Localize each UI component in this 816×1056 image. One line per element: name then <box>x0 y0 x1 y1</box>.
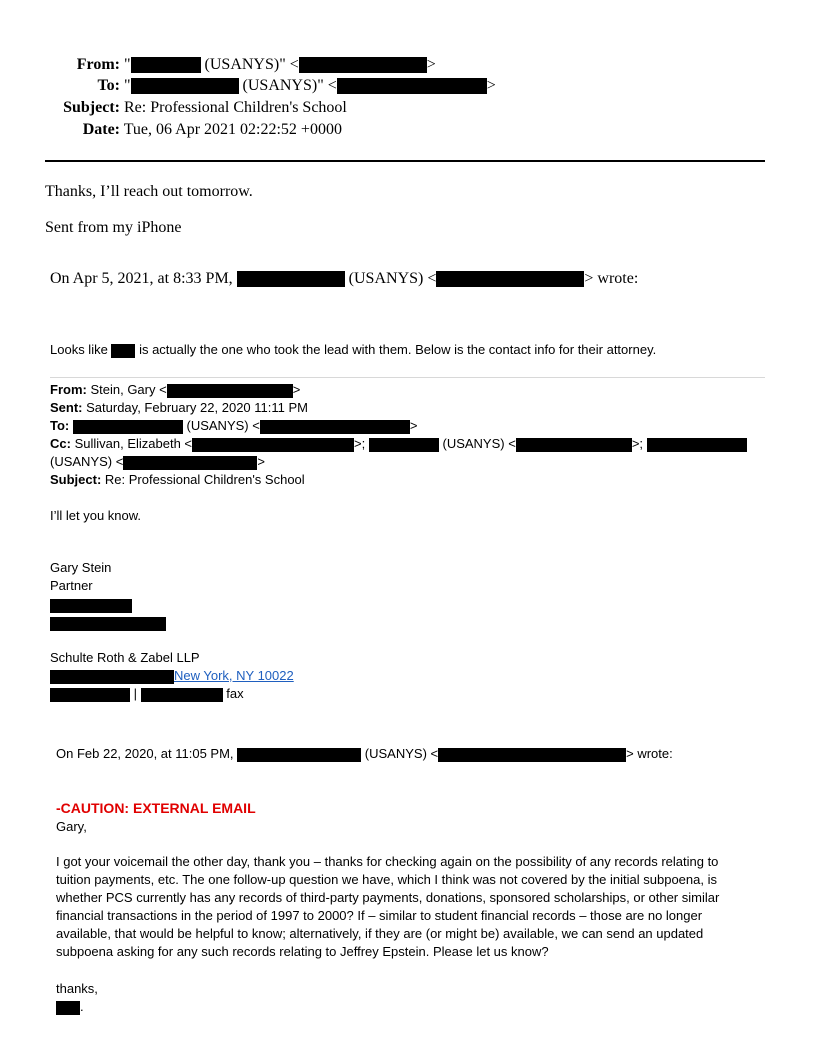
header-divider <box>45 160 765 162</box>
fwd-cc-b: >; <box>354 436 366 451</box>
phone-separator: | <box>133 686 138 701</box>
sig-phone-row <box>50 685 244 703</box>
redaction-block <box>516 438 632 452</box>
header-to-label: To: <box>97 77 120 94</box>
quote2-greeting: Gary, <box>56 819 87 834</box>
fwd-subject-row <box>50 471 305 489</box>
redaction-block <box>237 271 345 287</box>
reply-line-2: Sent from my iPhone <box>45 219 182 236</box>
header-subject: Re: Professional Children's School <box>124 99 347 116</box>
quote1-looks-a: Looks like <box>50 342 108 357</box>
quote2-signature-row <box>56 998 84 1016</box>
fwd-sent-row <box>50 399 308 417</box>
quote2-period: . <box>80 999 84 1014</box>
redaction-block <box>141 688 223 702</box>
quote2-intro-org: (USANYS) < <box>364 746 439 761</box>
redaction-block <box>50 617 166 631</box>
quote1-intro <box>50 270 638 288</box>
redaction-block <box>50 599 132 613</box>
fwd-sent-label: Sent: <box>50 400 83 415</box>
quote2-para-line-2: tuition payments, etc. The one follow-up question we have, which I think was not covered by the initial subpoena, is <box>56 872 717 887</box>
sig-redaction-1 <box>50 597 132 615</box>
fwd-sent-value: Saturday, February 22, 2020 11:11 PM <box>86 400 308 415</box>
sig-title: Partner <box>50 578 93 593</box>
quote2-intro-date: On Feb 22, 2020, at 11:05 PM, <box>56 746 234 761</box>
redaction-block <box>260 420 410 434</box>
forward-divider <box>50 377 765 378</box>
redaction-block <box>299 57 427 73</box>
redaction-block <box>436 271 584 287</box>
fwd-cc-d: >; <box>631 436 644 451</box>
header-date-row <box>40 120 342 140</box>
redaction-block <box>647 438 747 452</box>
fwd-cc-c: (USANYS) < <box>442 436 516 451</box>
fwd-cc-label: Cc: <box>50 436 71 451</box>
reply-line-1: Thanks, I’ll reach out tomorrow. <box>45 183 253 200</box>
redaction-block <box>50 670 174 684</box>
header-date: Tue, 06 Apr 2021 02:22:52 +0000 <box>123 121 342 138</box>
redaction-block <box>192 438 354 452</box>
header-subject-row <box>40 98 347 118</box>
fwd-to-org: (USANYS) < <box>186 418 260 433</box>
quote1-looks-b: is actually the one who took the lead with them. Below is the contact info for their attorney. <box>139 342 657 357</box>
quote1-intro-org: (USANYS) < <box>348 270 437 287</box>
header-from-quote: " <box>124 56 131 73</box>
fwd-subject-label: Subject: <box>50 472 102 487</box>
redaction-block <box>56 1001 80 1015</box>
redaction-block <box>131 57 201 73</box>
fwd-cc-row <box>50 435 747 453</box>
header-from-end: > <box>426 56 436 73</box>
sig-name: Gary Stein <box>50 560 112 575</box>
quote2-signoff: thanks, <box>56 981 98 996</box>
fwd-to-row <box>50 417 417 435</box>
fwd-subject-value: Re: Professional Children's School <box>104 472 305 487</box>
quote2-para-line-6: subpoena asking for any such records relating to Jeffrey Epstein. Please let us know? <box>56 944 549 959</box>
quote1-intro-wrote: > wrote: <box>584 270 639 287</box>
redaction-block <box>337 78 487 94</box>
redaction-block <box>73 420 183 434</box>
quote2-para-line-5: available, that would be helpful to know; alternatively, if they are (or might be) available, we can send an updated <box>56 926 704 941</box>
header-from-org: (USANYS)" < <box>204 56 299 73</box>
quote2-para-line-1: I got your voicemail the other day, thank you – thanks for checking again on the possibility of any records relating to <box>56 854 719 869</box>
sig-address-row <box>50 667 294 685</box>
address-link[interactable]: New York, NY 10022 <box>174 668 294 683</box>
fwd-body: I’ll let you know. <box>50 508 142 523</box>
header-subject-label: Subject: <box>63 99 120 116</box>
redaction-block <box>131 78 239 94</box>
redaction-block <box>167 384 293 398</box>
sig-redaction-2 <box>50 615 166 633</box>
quote2-intro <box>56 745 673 763</box>
header-from-label: From: <box>76 56 120 73</box>
quote2-para-line-3: whether PCS currently has any records of third-party payments, donations, sponsored scholarships, or other similar <box>56 890 720 905</box>
fwd-to-label: To: <box>50 418 70 433</box>
quote1-intro-date: On Apr 5, 2021, at 8:33 PM, <box>50 270 233 287</box>
sig-fax: fax <box>226 686 244 701</box>
fwd-cc-row-2 <box>50 453 265 471</box>
fwd-from-row <box>50 381 300 399</box>
quote1-looks-like <box>50 341 656 359</box>
fwd-to-end: > <box>409 418 418 433</box>
header-to-quote: " <box>124 77 131 94</box>
header-date-label: Date: <box>82 121 120 138</box>
fwd-cc-f: > <box>257 454 265 469</box>
header-from-row <box>40 55 436 75</box>
sig-firm: Schulte Roth & Zabel LLP <box>50 650 200 665</box>
redaction-block <box>50 688 130 702</box>
fwd-from-value: Stein, Gary < <box>90 382 167 397</box>
redaction-block <box>369 438 439 452</box>
quote2-para-line-4: financial transactions in the period of 1997 to 2000? If – similar to student financial records – those are no longer <box>56 908 703 923</box>
quote2-intro-wrote: > wrote: <box>626 746 673 761</box>
header-to-org: (USANYS)" < <box>242 77 337 94</box>
fwd-from-label: From: <box>50 382 87 397</box>
redaction-block <box>123 456 257 470</box>
redaction-block <box>237 748 361 762</box>
redaction-block <box>111 344 135 358</box>
fwd-cc-a: Sullivan, Elizabeth < <box>74 436 193 451</box>
header-to-end: > <box>486 77 496 94</box>
header-to-row <box>40 76 496 96</box>
fwd-from-end: > <box>292 382 301 397</box>
redaction-block <box>438 748 626 762</box>
caution-banner: -CAUTION: EXTERNAL EMAIL <box>56 800 256 816</box>
fwd-cc-e: (USANYS) < <box>50 454 124 469</box>
